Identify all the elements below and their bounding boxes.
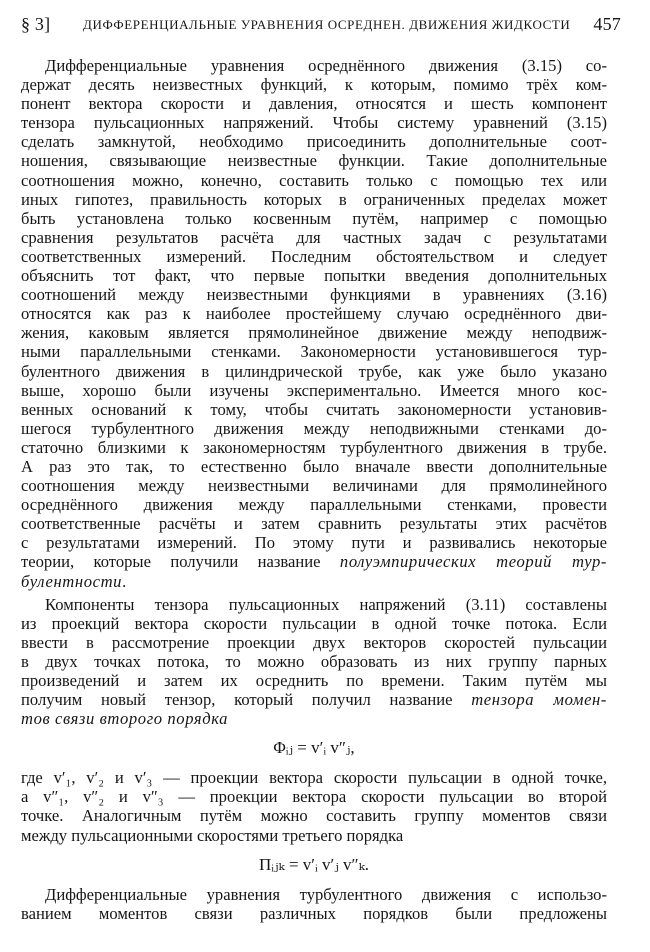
term-italic: полуэмпирических теорий тур-: [339, 552, 607, 572]
text-line: Дифференциальные уравнения турбулентного движения с использо-: [45, 884, 607, 904]
running-title: ДИФФЕРЕНЦИАЛЬНЫЕ УРАВНЕНИЯ ОСРЕДНЕН. ДВИЖЕНИЯ ЖИДКОСТИ: [83, 17, 571, 32]
text-line: осреднённого движения между параллельными стенками, провести: [21, 495, 607, 515]
text-line: А раз это так, то естественно было вначале ввести дополнительные: [21, 456, 607, 476]
text-line: [21, 552, 607, 571]
page-body: [21, 56, 607, 923]
term-italic: тов связи второго порядка: [21, 709, 229, 729]
text-line: а v″₁, v″₂ и v″₃ — проекции вектора скорости пульсации во второй: [21, 787, 607, 807]
text-line: [21, 690, 607, 709]
text-line: соответственных измерений. Последним обстоятельством и следует: [21, 246, 607, 266]
text-line: соответственные расчёты и затем сравнить результаты этих расчётов: [21, 514, 607, 534]
text-line: шегося турбулентного движения между неподвижными стенками до-: [21, 418, 607, 438]
text-line: булентного движения в цилиндрической трубе, как уже было указано: [21, 361, 607, 381]
text-line: ными параллельными стенками. Закономерности установившегося тур-: [21, 342, 607, 362]
term-italic: булентности: [21, 571, 123, 591]
formula-pi: Πᵢⱼₖ = v′ᵢ v′ⱼ v″ₖ.: [258, 854, 370, 874]
paragraph-1: [21, 56, 607, 591]
text-line: в двух точках потока, то можно образовать из них группу парных: [21, 651, 607, 671]
text-line: выше, хорошо были изучены экспериментально. Имеется много кос-: [21, 380, 607, 400]
text-line: между пульсационными скоростями третьего порядка: [21, 825, 404, 845]
text-line: тензора пульсационных напряжений. Чтобы систему уравнений (3.15): [21, 113, 607, 133]
text-line: соотношения между неизвестными величинами для прямолинейного: [21, 476, 607, 496]
section-number: § 3]: [21, 14, 51, 34]
text-line: произведений и затем их осреднить по времени. Таким путём мы: [21, 671, 607, 690]
text-line: статочно близкими к закономерностям турбулентного движения в трубе.: [21, 437, 607, 457]
paragraph-3: [21, 768, 607, 844]
text-line: держат десять неизвестных функций, к которым, помимо трёх ком-: [21, 75, 607, 95]
page-number: 457: [593, 14, 621, 34]
text-line: ввести в рассмотрение проекции двух векторов скоростей пульсации: [21, 632, 607, 652]
text-line: венных оснований к тому, чтобы считать закономерности установив-: [21, 399, 607, 419]
paragraph-4: [21, 885, 607, 923]
formula-phi: Φᵢⱼ = v′ᵢ v″ⱼ,: [273, 738, 355, 758]
text-line: ванием моментов связи различных порядков были предложены: [21, 903, 607, 923]
text-line: сделать замкнутой, необходимо присоединить дополнительные соот-: [21, 132, 607, 152]
text-line: ношения, связывающие неизвестные функции. Такие дополнительные: [21, 151, 607, 171]
text-line: жения, каковым является прямолинейное движение между неподвиж-: [21, 323, 607, 343]
text-line: объяснить тот факт, что первые попытки введения дополнительных: [21, 266, 607, 286]
text-line: относятся как раз к наиболее простейшему случаю осреднённого дви-: [21, 304, 607, 324]
text-line: соотношений между неизвестными функциями в уравнениях (3.16): [21, 285, 607, 305]
text-line: быть установлена только косвенным путём, например с помощью: [21, 208, 607, 228]
text-line: где v′₁, v′₂ и v′₃ — проекции вектора скорости пульсации в одной точке,: [21, 768, 607, 788]
running-header: [21, 14, 621, 38]
text-line: соотношения можно, конечно, составить только с помощью тех или: [21, 170, 607, 190]
text-span: теории, которые получили название: [21, 552, 321, 572]
paragraph-2: [21, 595, 607, 729]
text-line: [21, 572, 607, 591]
text-line: из проекций вектора скорости пульсации в одной точке потока. Если: [21, 613, 607, 633]
text-span: .: [122, 571, 127, 591]
text-line: точке. Аналогичным путём можно составить группу моментов связи: [21, 806, 607, 826]
text-line: [21, 709, 607, 728]
text-line: понент вектора скорости и давления, относятся и шесть компонент: [21, 94, 607, 114]
text-line: с результатами измерений. По этому пути и развивались некоторые: [21, 533, 607, 553]
text-line: сравнения результатов расчёта для частных задач с результатами: [21, 227, 607, 247]
text-line: иных гипотез, правильность которых в ограниченных пределах может: [21, 189, 607, 209]
text-line: Дифференциальные уравнения осреднённого движения (3.15) со-: [45, 56, 607, 75]
text-line: Компоненты тензора пульсационных напряжений (3.11) составлены: [45, 594, 607, 614]
term-italic: тензора момен-: [471, 690, 607, 710]
text-span: получим новый тензор, который получил название: [21, 690, 453, 710]
